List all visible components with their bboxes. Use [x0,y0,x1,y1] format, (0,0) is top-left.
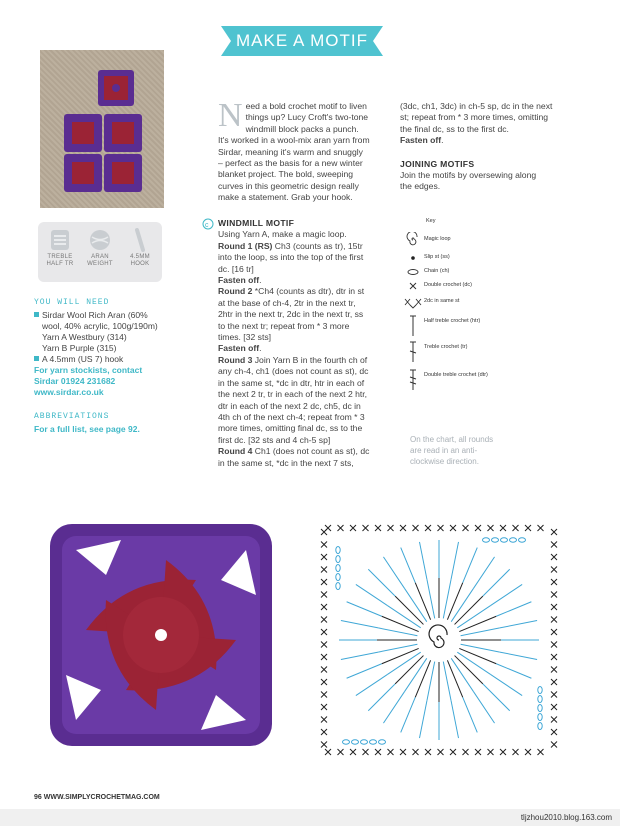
double-crochet-icon [404,278,422,294]
key-item-slip-st [404,250,524,264]
round-text: into the loop, ss into the top of the first [218,252,364,263]
stat-yarn-line1: ARAN [91,254,109,260]
key-label: 2dc in same st [424,298,460,304]
pattern-line [218,241,398,252]
pattern-line [218,332,398,343]
intro-paragraph [218,97,396,204]
drop-cap: N [218,97,243,134]
intro-line: windmill block packs a punch. [245,123,359,134]
pattern-line [218,458,398,469]
intro-line: – perfect as the basis for a new winter [218,158,363,169]
need-item: Sirdar Wool Rich Aran (60% [42,310,148,320]
intro-line: blanket project. The bold, sweeping [218,169,354,180]
key-label: Slip st (ss) [424,254,450,260]
stat-stitch-line1: TREBLE [47,254,73,260]
dc-mark [475,525,481,531]
bullet-icon [34,356,39,361]
pattern-line [218,378,398,389]
chain-mark [519,538,526,542]
treble-stitch-mark [500,620,537,627]
dc-mark [475,749,481,755]
dc-mark [450,749,456,755]
banner-title: MAKE A MOTIF [236,31,368,50]
key-item-2dc [404,294,524,308]
dc-mark [551,717,557,723]
pattern-line [218,275,398,286]
treble-stitch-mark [463,697,478,732]
dc-mark [551,542,557,548]
round-text: dc. [16 tr] [218,263,254,274]
dc-mark [321,717,327,723]
round-text: . [259,343,262,354]
chain-mark [492,538,499,542]
key-label: Treble crochet (tr) [424,344,468,350]
pattern-line [400,101,580,112]
dc-mark [388,525,394,531]
round-text: to the next tr; repeat from * 3 more [218,320,350,331]
stat-stitch-line2: HALF TR [46,261,74,267]
intro-line: curves in this geometric design really [218,180,359,191]
key-item-dc [404,278,524,292]
round-text: first dc. [32 sts and 4 ch-5 sp] [218,434,331,445]
treble-stitch-mark [419,542,426,579]
pattern-line [218,389,398,400]
windmill-heading: WINDMILL MOTIF [218,218,295,228]
chain-mark [370,740,377,744]
you-will-need-heading: YOU WILL NEED [34,298,110,307]
chain-mark [501,538,508,542]
dc-mark [551,554,557,560]
key-item-magic-loop [404,232,524,246]
pattern-line [400,124,580,135]
dc-mark [321,579,327,585]
chart-note-line: On the chart, all rounds [410,435,494,444]
round-label: Round 3 [218,354,253,365]
stat-hook-line1: 4.5MM [130,254,150,260]
need-item: Yarn B Purple (315) [42,343,117,353]
key-item-dtr [404,368,524,392]
treble-stitch-mark [491,674,523,695]
section-banner [221,22,383,60]
pattern-line [218,309,398,320]
dc-mark [425,749,431,755]
dc-mark [321,654,327,660]
dc-mark [500,525,506,531]
round-label: Fasten off [218,275,260,286]
watermark-text: tljzhou2010.blog.163.com [520,813,612,822]
pattern-line [218,343,398,354]
round-text: in the same st, *dc in dtr, htr in each of [218,377,365,388]
dc-mark [551,729,557,735]
dc-mark [375,525,381,531]
magic-loop-mark [429,625,447,648]
stat-yarn [80,228,120,268]
crochet-chart-diagram [316,520,562,760]
pattern-line [218,264,398,275]
treble-stitch-mark [496,602,531,617]
treble-stitch-mark [347,664,382,679]
dc-mark [551,704,557,710]
key-label: Magic loop [424,236,451,242]
intro-line: make a statement. Grab your hook. [218,192,353,203]
dc-mark [321,629,327,635]
dc-mark [350,525,356,531]
stat-hook [120,228,160,268]
dc-mark [388,749,394,755]
windmill-pattern [218,218,398,469]
treble-stitch-mark [483,684,510,711]
dc-mark [321,692,327,698]
round-text: times. [32 sts] [218,332,272,343]
dc-mark [425,525,431,531]
chain-mark [538,705,542,712]
round-text: any ch-4, ch1 (does not count as st), dc [218,366,369,377]
dc-mark [321,567,327,573]
crochet-motif-photo [46,520,276,750]
chart-note [410,434,560,467]
treble-stitch-mark [451,542,458,579]
need-item: A 4.5mm (US 7) hook [42,354,124,364]
chain-mark [336,547,340,554]
yarn-ball-icon [80,228,120,252]
dc-mark [551,629,557,635]
dc-mark [321,542,327,548]
pattern-line [218,401,398,412]
you-will-need-section [34,297,164,398]
round-label: Round 1 (RS) [218,240,273,251]
treble-stitch-mark [383,692,404,724]
dc-mark [551,742,557,748]
treble-stitch-mark [473,692,494,724]
key-item-htr [404,314,524,338]
chain-mark [336,583,340,590]
key-item-tr [404,340,524,364]
treble-stitch-mark [483,569,510,596]
dc-mark [450,525,456,531]
chain-mark [483,538,490,542]
dc-mark [513,749,519,755]
dc-mark [551,579,557,585]
treble-stitch-mark [356,584,388,605]
round-label: Fasten off [218,343,260,354]
round-text: . [441,135,444,146]
dc-mark [551,667,557,673]
round-text: in the same st, *dc in the next 7 sts, [218,457,354,468]
dc-mark [338,749,344,755]
motif-block-photo [64,114,142,192]
treble-stitch-mark [463,548,478,583]
round-text: Ch3 (counts as tr), 15tr [272,240,363,251]
stockists-link[interactable]: www.sirdar.co.uk [34,387,104,397]
dc-mark [438,749,444,755]
round-label: Fasten off [400,135,442,146]
treble-stitch-mark [419,701,426,738]
chart-note-line: are read in an anti- [410,446,478,455]
round-text: the next 2 tr, tr in each of the next 2 htr, [218,389,368,400]
dc-mark [321,617,327,623]
joining-line: the edges. [400,181,441,192]
treble-stitch-mark [496,664,531,679]
key-label: Half treble crochet (htr) [424,318,481,324]
round-text: Ch1 (does not count as st), dc [252,446,370,457]
dc-mark [400,749,406,755]
round-text: Join Yarn B in the fourth ch of [252,354,368,365]
pattern-line [218,355,398,366]
dc-mark [538,525,544,531]
magic-loop-icon [404,232,422,248]
abbreviations-text: For a full list, see page 92. [34,424,140,434]
dc-mark [363,749,369,755]
key-item-chain [404,264,524,278]
project-stats-box [38,222,162,282]
round-text: more times, omitting final dc, ss to the [218,423,363,434]
dc-mark [413,525,419,531]
chain-mark [538,714,542,721]
dc-mark [338,525,344,531]
treble-stitch-mark [368,684,395,711]
dc-mark [551,529,557,535]
stat-hook-line2: HOOK [130,261,150,267]
page-footer: 96 WWW.SIMPLYCROCHETMAG.COM [34,794,160,801]
dc-mark [350,749,356,755]
stat-yarn-line2: WEIGHT [87,261,113,267]
round-label: Round 4 [218,446,253,457]
treble-stitch-mark [401,697,416,732]
round-text: 4th ch of the next ch-4; repeat from * 3 [218,411,365,422]
dc-mark [438,525,444,531]
dc-mark [525,749,531,755]
dc-mark [363,525,369,531]
intro-line: Sirdar, meaning it's warm and snuggly [218,146,363,157]
key-title: Key [426,218,436,224]
pattern-line [218,321,398,332]
treble-stitch-mark [356,674,388,695]
dc-mark [321,679,327,685]
dc-mark [488,525,494,531]
dc-mark [551,567,557,573]
dc-mark [513,525,519,531]
round-text: . [259,275,262,286]
dc-mark [413,749,419,755]
treble-stitch-mark [383,557,404,589]
svg-text:c: c [205,222,209,229]
dc-mark [500,749,506,755]
chain-mark [361,740,368,744]
crochet-hook-icon [120,228,160,252]
dc-mark [321,604,327,610]
dc-mark [321,592,327,598]
treble-stitch-mark [473,557,494,589]
chain-mark [336,565,340,572]
dc-mark [321,642,327,648]
dc-mark [325,749,331,755]
treble-stitch-mark [491,584,523,605]
chain-mark [538,696,542,703]
round-text: (3dc, ch1, 3dc) in ch-5 sp, dc in the next [400,101,553,111]
dc-mark [551,604,557,610]
treble-stitch-mark [368,569,395,596]
treble-stitch-mark [341,652,378,659]
chain-mark [343,740,350,744]
dc-mark [321,667,327,673]
dc-mark [321,729,327,735]
round-text: Using Yarn A, make a magic loop. [218,229,347,240]
dc-mark [551,692,557,698]
round-text: at the base of ch-4, 2tr in the next tr, [218,297,356,308]
abbreviations-heading: ABBREVIATIONS [34,412,110,421]
dc-mark [551,617,557,623]
treble-stitch-mark [401,548,416,583]
round-text: dtr in each of the next 2 dc, ch5, dc in [218,400,361,411]
chain-mark [336,574,340,581]
two-dc-icon [404,294,422,310]
need-item: wool, 40% acrylic, 100g/190m) [42,321,158,331]
dc-mark [551,654,557,660]
treble-stitch-mark [341,620,378,627]
pattern-line [218,252,398,263]
key-label: Double treble crochet (dtr) [424,372,488,378]
dc-mark [551,679,557,685]
stockists-line: Sirdar 01924 231682 [34,376,116,386]
pattern-line [218,423,398,434]
pattern-line [218,435,398,446]
pattern-line [218,366,398,377]
treble-stitch-mark [347,602,382,617]
intro-line: It's worked in a wool-mix aran yarn from [218,135,370,146]
section-marker-icon [202,217,214,235]
stitch-swatch-icon [40,228,80,252]
chain-mark [352,740,359,744]
intro-line: things up? Lucy Croft's two-tone [245,112,369,123]
key-label: Double crochet (dc) [424,282,472,288]
dc-mark [525,525,531,531]
chain-mark [379,740,386,744]
joining-line: Join the motifs by oversewing along [400,170,537,181]
dc-mark [321,742,327,748]
chain-mark [510,538,517,542]
dc-mark [551,592,557,598]
pattern-line [400,135,580,146]
dc-mark [321,529,327,535]
dc-mark [463,749,469,755]
pattern-line [218,298,398,309]
key-label: Chain (ch) [424,268,450,274]
intro-line: eed a bold crochet motif to liven [245,101,367,111]
round-label: Round 2 [218,286,253,297]
watermark-bar [0,809,620,826]
dc-mark [375,749,381,755]
chain-mark [336,556,340,563]
abbreviations-section [34,411,164,435]
dc-mark [463,525,469,531]
treble-stitch-mark [500,652,537,659]
pattern-line [218,446,398,457]
stockists-line: For yarn stockists, contact [34,365,143,375]
pattern-line [218,229,398,240]
chart-note-line: clockwise direction. [410,457,479,466]
htr-icon [404,314,422,338]
dc-mark [551,642,557,648]
small-motif-photo [98,70,134,106]
pattern-line [218,412,398,423]
motif-photo [40,50,164,208]
bullet-icon [34,312,39,317]
dc-mark [321,704,327,710]
joining-heading: JOINING MOTIFS [400,158,475,169]
double-treble-icon [404,368,422,392]
pattern-continued [400,101,580,193]
round-text: the final dc, ss to the first dc. [400,123,509,134]
round-text: *Ch4 (counts as dtr), dtr in st [252,286,365,297]
pattern-line [218,286,398,297]
dc-mark [538,749,544,755]
dc-mark [321,554,327,560]
round-text: st; repeat from * 3 more times, omitting [400,112,549,123]
chain-mark [538,687,542,694]
treble-stitch-mark [451,701,458,738]
chain-mark [538,723,542,730]
dc-mark [488,749,494,755]
dc-mark [400,525,406,531]
need-item: Yarn A Westbury (314) [42,332,127,342]
pattern-line [400,112,580,123]
treble-icon [404,340,422,364]
round-text: 2htr in the next tr, 2dc in the next tr, ss [218,309,364,320]
stat-stitch [40,228,80,268]
